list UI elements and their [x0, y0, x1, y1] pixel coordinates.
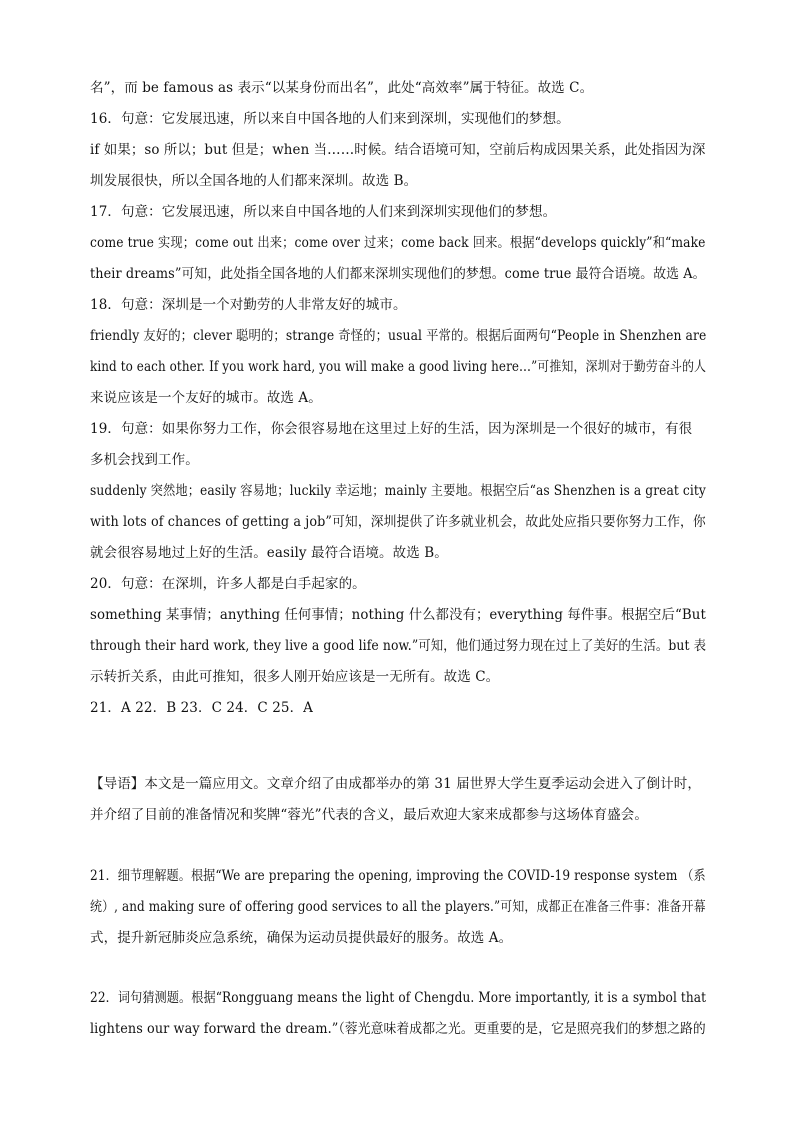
text-line: 统）, and making sure of offering good services to all the players.”可知，成都正在准备三件事：准备开幕: [90, 899, 706, 915]
intro-line: 并介绍了目前的准备情况和奖牌“蓉光”代表的含义，最后欢迎大家来成都参与这场体育盛会。: [90, 807, 649, 823]
text-line: with lots of chances of getting a job”可知，深圳提供了许多就业机会，故此处应指只要你努力工作，你: [90, 514, 706, 530]
text-line: 名”，而 be famous as 表示“以某身份而出名”，此处“高效率”属于特征。故选 C。: [90, 80, 594, 96]
text-line: 21．细节理解题。根据“We are preparing the opening, improving the COVID-19 response system （系: [90, 868, 706, 884]
intro-line: 【导语】本文是一篇应用文。文章介绍了由成都举办的第 31 届世界大学生夏季运动会进入了倒计时，: [90, 776, 701, 792]
text-line: their dreams”可知，此处指全国各地的人们都来深圳实现他们的梦想。come true 最符合语境。故选 A。: [90, 266, 706, 282]
text-line: 22．词句猜测题。根据“Rongguang means the light of Chengdu. More importantly, it is a symbol that: [90, 990, 707, 1006]
text-line: 16．句意：它发展迅速，所以来自中国各地的人们来到深圳，实现他们的梦想。: [90, 111, 570, 127]
text-line: 20．句意：在深圳，许多人都是白手起家的。: [90, 576, 366, 592]
text-line: if 如果；so 所以；but 但是；when 当……时候。结合语境可知，空前后构成因果关系，此处指因为深: [90, 142, 706, 158]
text-line: 来说应该是一个友好的城市。故选 A。: [90, 390, 322, 406]
answer-key-line: 21．A 22．B 23．C 24．C 25．A: [90, 700, 314, 716]
text-line: 17．句意：它发展迅速，所以来自中国各地的人们来到深圳实现他们的梦想。: [90, 204, 557, 220]
text-line: 就会很容易地过上好的生活。easily 最符合语境。故选 B。: [90, 545, 448, 561]
text-line: 19．句意：如果你努力工作，你会很容易地在这里过上好的生活，因为深圳是一个很好的城市，有很: [90, 421, 693, 437]
text-line: 圳发展很快，所以全国各地的人们都来深圳。故选 B。: [90, 173, 418, 189]
text-line: lightens our way forward the dream.”（蓉光意味着成都之光。更重要的是，它是照亮我们的梦想之路的: [90, 1021, 706, 1037]
text-line: come true 实现；come out 出来；come over 过来；come back 回来。根据“develops quickly”和“make: [90, 235, 706, 251]
text-line: friendly 友好的；clever 聪明的；strange 奇怪的；usual 平常的。根据后面两句“People in Shenzhen are: [90, 328, 707, 344]
text-line: suddenly 突然地；easily 容易地；luckily 幸运地；mainly 主要地。根据空后“as Shenzhen is a great city: [90, 483, 706, 499]
text-line: 多机会找到工作。: [90, 452, 199, 468]
text-line: 18．句意：深圳是一个对勤劳的人非常友好的城市。: [90, 297, 407, 313]
text-line: through their hard work, they live a good life now.”可知，他们通过努力现在过上了美好的生活。but 表: [90, 638, 707, 654]
text-line: 示转折关系，由此可推知，很多人刚开始应该是一无所有。故选 C。: [90, 669, 500, 685]
text-line: something 某事情；anything 任何事情；nothing 什么都没有；everything 每件事。根据空后“But: [90, 607, 706, 623]
text-line: kind to each other. If you work hard, you will make a good living here…”可推知，深圳对于勤劳奋斗的人: [90, 359, 707, 375]
text-line: 式，提升新冠肺炎应急系统，确保为运动员提供最好的服务。故选 A。: [90, 930, 513, 946]
